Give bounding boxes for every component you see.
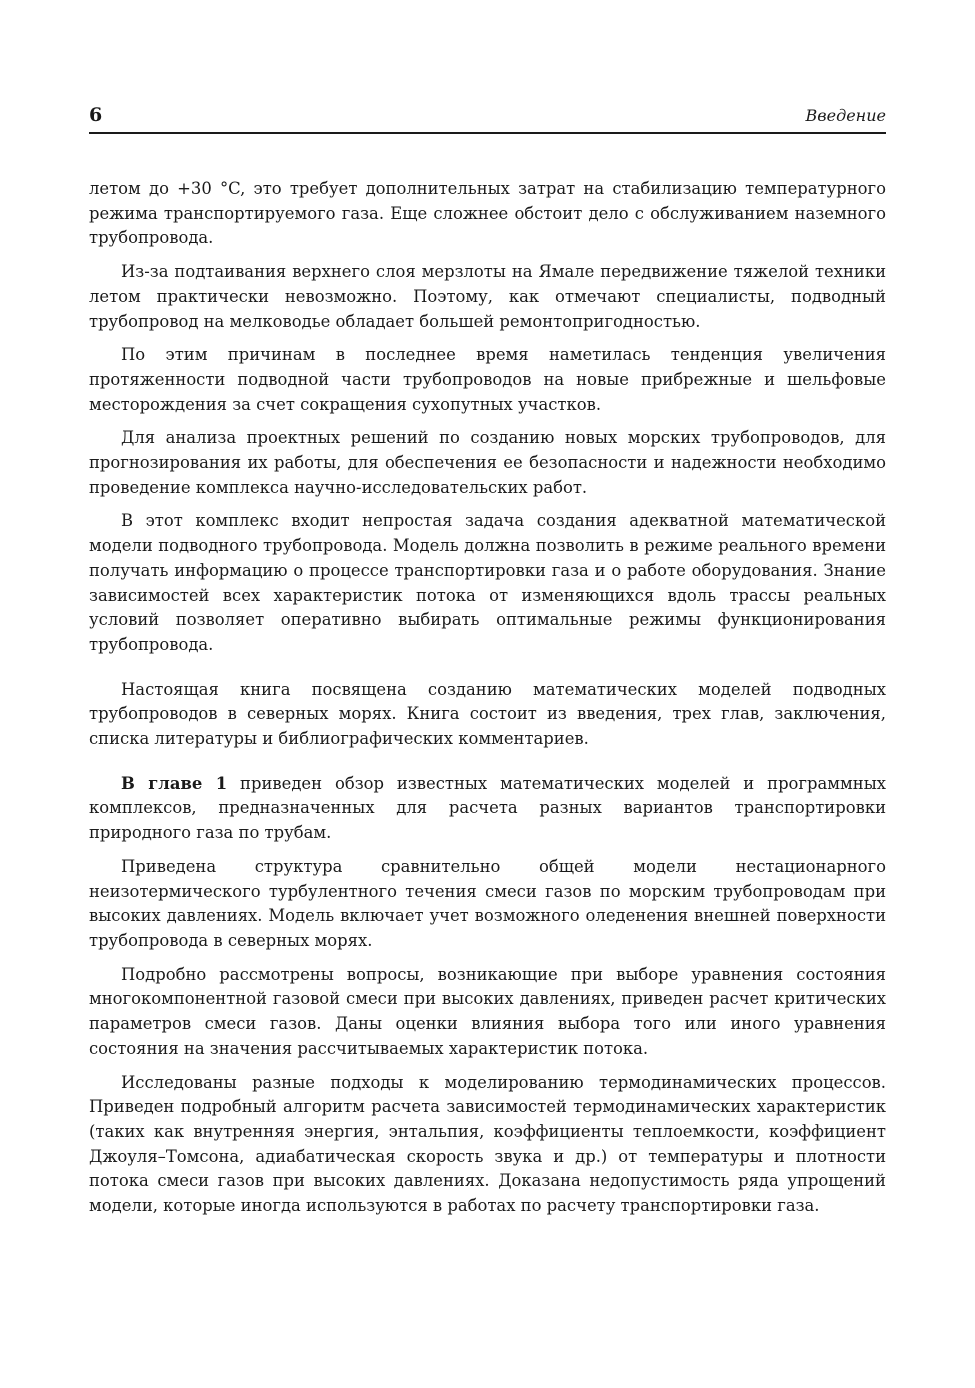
page-number: 6 [89,104,103,126]
paragraph-trend: По этим причинам в последнее время наметилась тенденция увеличения протяженности подводной части трубопроводов на новые прибрежные и шельфовые месторождения за счет сокращения сухопутных участков. [89,345,886,414]
paragraph-chapter-1 [89,772,886,846]
paragraph-thermodynamics: Исследованы разные подходы к моделированию термодинамических процессов. Приведен подробный алгоритм расчета зависимостей термодинамических характеристик (таких как внутренняя энергия, энтальпия, коэффициенты теплоемкости, коэффициент Джоуля–Томсона, адиабатическая скорость звука и др.) от температуры и плотности потока смеси газов при высоких давлениях. Доказана недопустимость ряда упрощений модели, которые иногда используются в работах по расчету транспортировки газа. [89,1072,886,1216]
paragraph-permafrost: Из-за подтаивания верхнего слоя мерзлоты на Ямале передвижение тяжелой техники летом практически невозможно. Поэтому, как отмечают специалисты, подводный трубопровод на мелководье обладает большей ремонтопригодностью. [89,262,886,331]
paragraph-book-structure: Настоящая книга посвящена созданию математических моделей подводных трубопроводов в северных морях. Книга состоит из введения, трех глав, заключения, списка литературы и библиографических комментариев. [89,679,886,749]
paragraph-model-task: В этот комплекс входит непростая задача создания адекватной математической модели подводного трубопровода. Модель должна позволить в режиме реального времени получать информацию о процессе транспортировки газа и о работе оборудования. Знание зависимостей всех характеристик потока от изменяющихся вдоль трассы реальных условий позволяет оперативно выбирать оптимальные режимы функционирования трубопровода. [89,511,886,654]
chapter-1-text: приведен обзор известных математических моделей и программных комплексов, предназначенных для расчета разных вариантов транспортировки природного газа по трубам. [89,773,886,843]
paragraph-continuation: летом до +30 °C, это требует дополнительных затрат на стабилизацию температурного режима транспортируемого газа. Еще сложнее обстоит дело с обслуживанием наземного трубопровода. [89,179,886,248]
paragraph-equation-of-state: Подробно рассмотрены вопросы, возникающие при выборе уравнения состояния многокомпонентной газовой смеси при высоких давлениях, приведен расчет критических параметров смеси газов. Даны оценки влияния выбора того или иного уравнения состояния на значения рассчитываемых характеристик потока. [89,964,886,1058]
running-head [89,104,886,134]
section-title: Введение [805,106,886,125]
paragraph-model-structure: Приведена структура сравнительно общей модели нестационарного неизотермического турбулентного течения смеси газов по морским трубопроводам при высоких давлениях. Модель включает учет возможного оледенения внешней поверхности трубопровода в северных морях. [89,856,886,950]
chapter-1-lead: В главе 1 [121,773,228,793]
paragraph-analysis: Для анализа проектных решений по созданию новых морских трубопроводов, для прогнозирования их работы, для обеспечения ее безопасности и надежности необходимо проведение комплекса научно-исследовательских работ. [89,428,886,497]
body-text [89,177,886,1228]
